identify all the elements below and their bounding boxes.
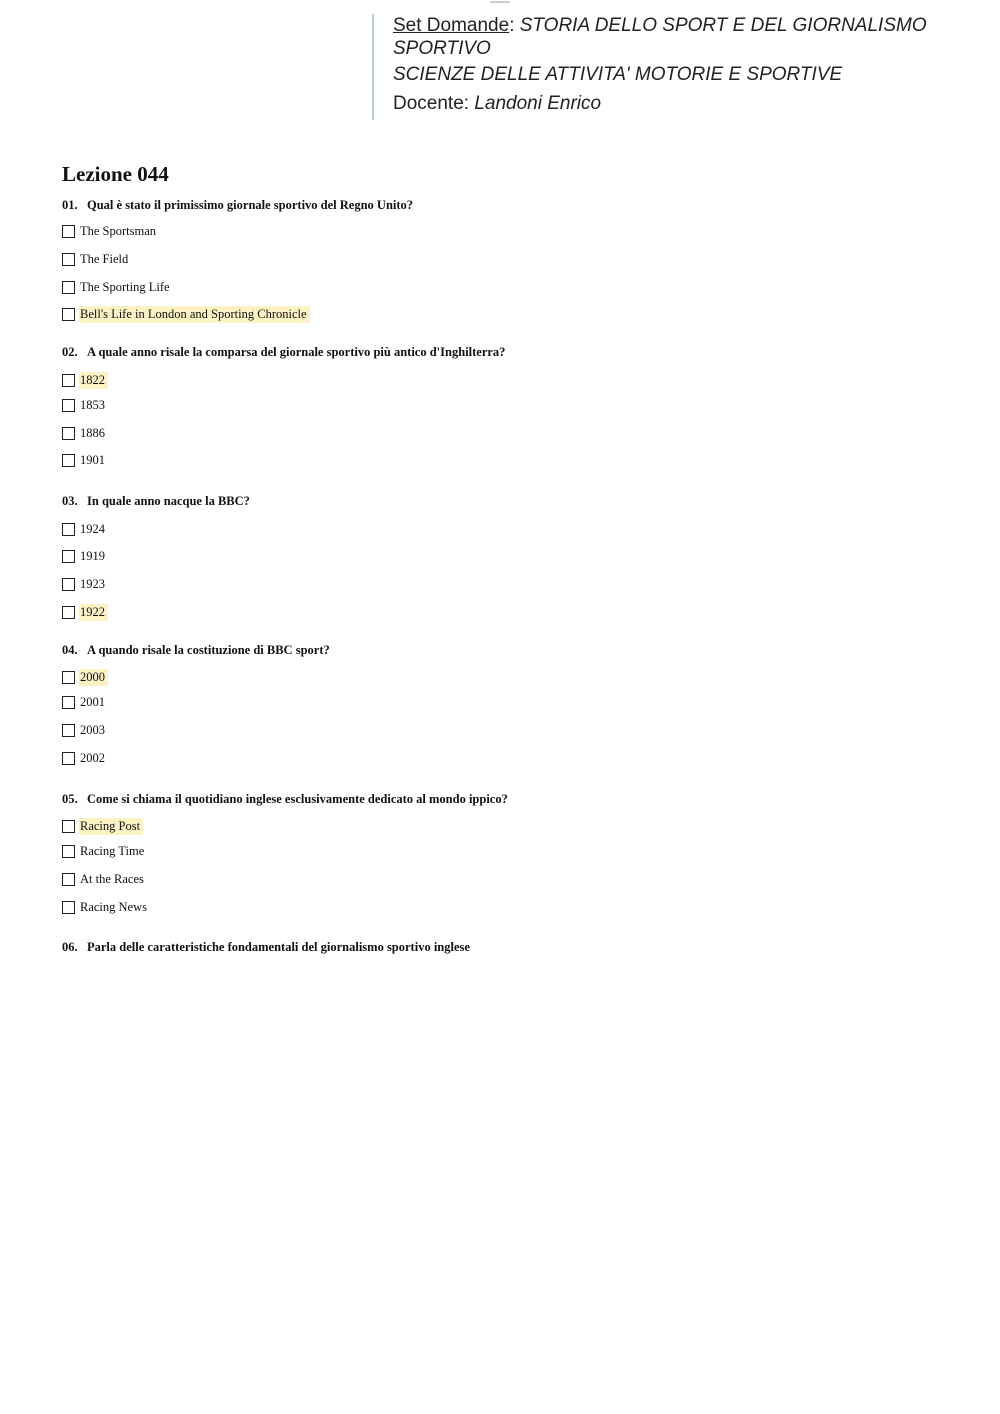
answer-option[interactable] <box>62 222 159 240</box>
question-text: A quale anno risale la comparsa del giornale sportivo più antico d'Inghilterra? <box>87 345 506 359</box>
answer-option[interactable] <box>62 371 108 389</box>
answer-checkbox[interactable] <box>62 454 75 467</box>
answer-checkbox[interactable] <box>62 696 75 709</box>
question-text: In quale anno nacque la BBC? <box>87 494 250 508</box>
answer-text: 1924 <box>80 521 105 536</box>
set-line <box>393 14 972 37</box>
question-1 <box>62 198 413 213</box>
answer-checkbox[interactable] <box>62 606 75 619</box>
docente-label: Docente: <box>393 93 470 114</box>
answer-checkbox[interactable] <box>62 308 75 321</box>
answer-option[interactable] <box>62 721 108 739</box>
answer-checkbox[interactable] <box>62 845 75 858</box>
answer-option[interactable] <box>62 547 108 565</box>
docente-name: Landoni Enrico <box>474 93 602 114</box>
answer-option[interactable] <box>62 451 108 469</box>
lesson-title: Lezione 044 <box>62 162 169 186</box>
course-title: STORIA DELLO SPORT E DEL GIORNALISMO <box>519 15 927 36</box>
answer-checkbox[interactable] <box>62 671 75 684</box>
answer-text: At the Races <box>80 871 144 886</box>
answer-text: 2003 <box>80 722 105 737</box>
question-6 <box>62 940 470 955</box>
question-number: 01. <box>62 198 78 212</box>
question-text: Come si chiama il quotidiano inglese esclusivamente dedicato al mondo ippico? <box>87 792 508 806</box>
question-text: Qual è stato il primissimo giornale sportivo del Regno Unito? <box>87 198 414 212</box>
answer-checkbox[interactable] <box>62 374 75 387</box>
question-number: 06. <box>62 940 78 954</box>
answer-text-highlighted: 1922 <box>79 604 108 621</box>
page-top-mark <box>490 1 510 3</box>
answer-checkbox[interactable] <box>62 752 75 765</box>
answer-option[interactable] <box>62 424 108 442</box>
degree-name: SCIENZE DELLE ATTIVITA' MOTORIE E SPORTIVE <box>393 64 843 85</box>
answer-option[interactable] <box>62 305 310 323</box>
answer-checkbox[interactable] <box>62 550 75 563</box>
answer-checkbox[interactable] <box>62 523 75 536</box>
answer-text: 1923 <box>80 576 105 591</box>
answer-option[interactable] <box>62 250 131 268</box>
answer-checkbox[interactable] <box>62 281 75 294</box>
answer-checkbox[interactable] <box>62 225 75 238</box>
question-number: 02. <box>62 345 78 359</box>
answer-text: The Sportsman <box>80 223 157 238</box>
answer-option[interactable] <box>62 749 108 767</box>
answer-text: Racing Time <box>80 843 145 858</box>
answer-text: 1901 <box>80 452 105 467</box>
answer-text: 1853 <box>80 397 105 412</box>
answer-text-highlighted: 1822 <box>79 372 108 389</box>
answer-option[interactable] <box>62 693 108 711</box>
answer-text: Racing News <box>80 899 147 914</box>
answer-text: The Field <box>80 251 129 266</box>
answer-option[interactable] <box>62 817 143 835</box>
answer-text-highlighted: Bell's Life in London and Sporting Chronicle <box>79 306 310 323</box>
answer-option[interactable] <box>62 520 108 538</box>
answer-option[interactable] <box>62 870 147 888</box>
answer-text: 1886 <box>80 425 105 440</box>
answer-checkbox[interactable] <box>62 901 75 914</box>
answer-text: 1919 <box>80 548 105 563</box>
question-number: 03. <box>62 494 78 508</box>
docente-line <box>393 92 972 115</box>
answer-text: 2002 <box>80 750 105 765</box>
set-colon: : <box>509 15 515 36</box>
answer-option[interactable] <box>62 278 173 296</box>
set-label: Set Domande <box>393 15 510 36</box>
answer-option[interactable] <box>62 842 147 860</box>
question-4 <box>62 643 330 658</box>
answer-option[interactable] <box>62 898 150 916</box>
answer-option[interactable] <box>62 668 108 686</box>
answer-text-highlighted: 2000 <box>79 669 108 686</box>
answer-checkbox[interactable] <box>62 873 75 886</box>
answer-checkbox[interactable] <box>62 820 75 833</box>
question-2 <box>62 345 505 360</box>
answer-option[interactable] <box>62 575 108 593</box>
answer-option[interactable] <box>62 396 108 414</box>
answer-checkbox[interactable] <box>62 724 75 737</box>
question-text: Parla delle caratteristiche fondamentali del giornalismo sportivo inglese <box>87 940 470 954</box>
question-number: 04. <box>62 643 78 657</box>
document-header <box>372 14 972 120</box>
answer-checkbox[interactable] <box>62 427 75 440</box>
answer-checkbox[interactable] <box>62 399 75 412</box>
course-title-continued: SPORTIVO <box>393 38 491 59</box>
answer-text: The Sporting Life <box>80 279 170 294</box>
question-3 <box>62 494 250 509</box>
question-number: 05. <box>62 792 78 806</box>
answer-checkbox[interactable] <box>62 253 75 266</box>
answer-checkbox[interactable] <box>62 578 75 591</box>
question-5 <box>62 792 508 807</box>
answer-option[interactable] <box>62 603 108 621</box>
question-text: A quando risale la costituzione di BBC sport? <box>87 643 330 657</box>
answer-text-highlighted: Racing Post <box>79 818 143 835</box>
answer-text: 2001 <box>80 694 105 709</box>
